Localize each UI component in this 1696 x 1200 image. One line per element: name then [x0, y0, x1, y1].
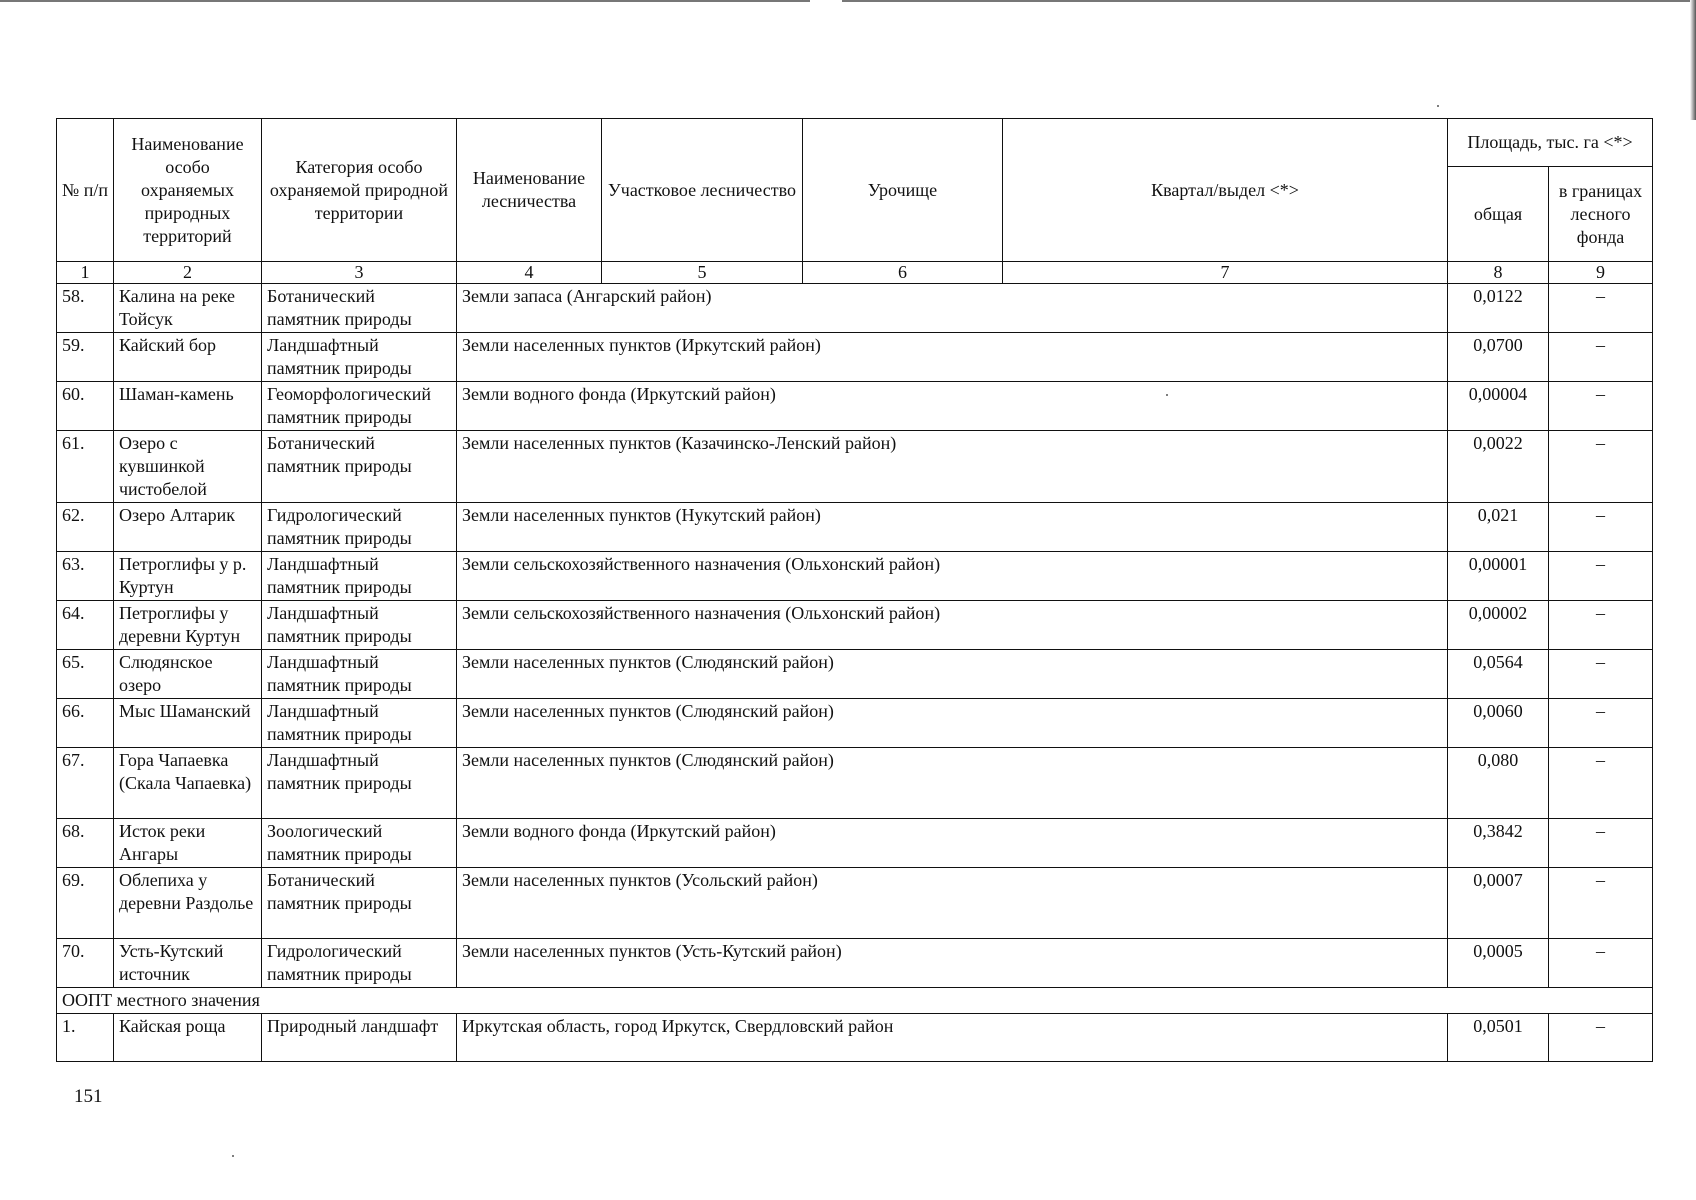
area-location: Земли сельскохозяйственного назначения (Ольхонский район)	[457, 552, 1448, 601]
area-location: Земли запаса (Ангарский район)	[457, 284, 1448, 333]
area-forest: –	[1549, 1014, 1653, 1062]
table-header	[57, 119, 1653, 284]
area-forest: –	[1549, 868, 1653, 939]
area-category: Ландшафтный памятник природы	[262, 748, 457, 819]
column-number: 9	[1549, 262, 1653, 284]
header-quarter: Квартал/выдел <*>	[1003, 119, 1448, 262]
table-row	[57, 333, 1653, 382]
area-category: Гидрологический памятник природы	[262, 939, 457, 988]
row-number: 62.	[57, 503, 114, 552]
area-location: Земли населенных пунктов (Усть-Кутский район)	[457, 939, 1448, 988]
area-category: Геоморфологический памятник природы	[262, 382, 457, 431]
row-number: 60.	[57, 382, 114, 431]
row-number: 1.	[57, 1014, 114, 1062]
area-total: 0,0007	[1448, 868, 1549, 939]
area-total: 0,021	[1448, 503, 1549, 552]
area-total: 0,0022	[1448, 431, 1549, 503]
row-number: 64.	[57, 601, 114, 650]
area-name: Калина на реке Тойсук	[114, 284, 262, 333]
area-location: Земли водного фонда (Иркутский район)	[457, 819, 1448, 868]
area-category: Ландшафтный памятник природы	[262, 333, 457, 382]
area-total: 0,00002	[1448, 601, 1549, 650]
section-row	[57, 988, 1653, 1014]
column-number: 5	[602, 262, 803, 284]
row-number: 58.	[57, 284, 114, 333]
protected-areas-table	[56, 118, 1653, 1062]
row-number: 61.	[57, 431, 114, 503]
table-row	[57, 431, 1653, 503]
area-category: Ландшафтный памятник природы	[262, 650, 457, 699]
area-location: Земли сельскохозяйственного назначения (Ольхонский район)	[457, 601, 1448, 650]
area-location: Земли населенных пунктов (Иркутский район)	[457, 333, 1448, 382]
page-number: 151	[74, 1086, 103, 1107]
table-row	[57, 699, 1653, 748]
section-title: ООПТ местного значения	[57, 988, 1653, 1014]
area-forest: –	[1549, 819, 1653, 868]
area-forest: –	[1549, 552, 1653, 601]
area-name: Мыс Шаманский	[114, 699, 262, 748]
header-area-forest: в границах лесного фонда	[1549, 167, 1653, 262]
area-location: Земли водного фонда (Иркутский район)	[457, 382, 1448, 431]
area-category: Ландшафтный памятник природы	[262, 601, 457, 650]
row-number: 59.	[57, 333, 114, 382]
scan-speck	[1166, 394, 1168, 396]
column-number: 7	[1003, 262, 1448, 284]
area-location: Иркутская область, город Иркутск, Свердловский район	[457, 1014, 1448, 1062]
scan-edge-right	[1690, 0, 1696, 120]
area-location: Земли населенных пунктов (Слюдянский район)	[457, 699, 1448, 748]
area-name: Облепиха у деревни Раздолье	[114, 868, 262, 939]
area-name: Петроглифы у деревни Куртун	[114, 601, 262, 650]
area-name: Озеро Алтарик	[114, 503, 262, 552]
column-number: 1	[57, 262, 114, 284]
area-forest: –	[1549, 650, 1653, 699]
area-category: Ландшафтный памятник природы	[262, 699, 457, 748]
area-forest: –	[1549, 601, 1653, 650]
area-total: 0,0060	[1448, 699, 1549, 748]
area-forest: –	[1549, 748, 1653, 819]
column-number: 3	[262, 262, 457, 284]
area-category: Ботанический памятник природы	[262, 431, 457, 503]
area-location: Земли населенных пунктов (Нукутский район)	[457, 503, 1448, 552]
table-row	[57, 939, 1653, 988]
table-row	[57, 601, 1653, 650]
header-name: Наименование особо охраняемых природных территорий	[114, 119, 262, 262]
table-row	[57, 503, 1653, 552]
row-number: 68.	[57, 819, 114, 868]
area-name: Усть-Кутский источник	[114, 939, 262, 988]
header-no: № п/п	[57, 119, 114, 262]
area-category: Ботанический памятник природы	[262, 284, 457, 333]
header-district-forestry: Участковое лесничество	[602, 119, 803, 262]
area-forest: –	[1549, 284, 1653, 333]
scan-speck	[1437, 105, 1439, 107]
area-name: Кайская роща	[114, 1014, 262, 1062]
area-location: Земли населенных пунктов (Слюдянский район)	[457, 748, 1448, 819]
area-total: 0,00001	[1448, 552, 1549, 601]
area-total: 0,0564	[1448, 650, 1549, 699]
header-category: Категория особо охраняемой природной территории	[262, 119, 457, 262]
table-row	[57, 382, 1653, 431]
area-total: 0,0700	[1448, 333, 1549, 382]
table-row	[57, 284, 1653, 333]
row-number: 70.	[57, 939, 114, 988]
area-total: 0,0501	[1448, 1014, 1549, 1062]
area-total: 0,00004	[1448, 382, 1549, 431]
row-number: 66.	[57, 699, 114, 748]
area-category: Гидрологический памятник природы	[262, 503, 457, 552]
area-category: Ботанический памятник природы	[262, 868, 457, 939]
area-category: Ландшафтный памятник природы	[262, 552, 457, 601]
header-tract: Урочище	[803, 119, 1003, 262]
table-row	[57, 1014, 1653, 1062]
area-name: Озеро с кувшинкой чистобелой	[114, 431, 262, 503]
table-row	[57, 748, 1653, 819]
table-body	[57, 284, 1653, 1062]
area-name: Гора Чапаевка (Скала Чапаевка)	[114, 748, 262, 819]
area-total: 0,0122	[1448, 284, 1549, 333]
area-name: Шаман-камень	[114, 382, 262, 431]
area-name: Слюдянское озеро	[114, 650, 262, 699]
area-location: Земли населенных пунктов (Казачинско-Ленский район)	[457, 431, 1448, 503]
scan-speck	[232, 1155, 234, 1157]
row-number: 65.	[57, 650, 114, 699]
area-total: 0,080	[1448, 748, 1549, 819]
area-total: 0,0005	[1448, 939, 1549, 988]
area-name: Петроглифы у р. Куртун	[114, 552, 262, 601]
row-number: 69.	[57, 868, 114, 939]
area-location: Земли населенных пунктов (Слюдянский район)	[457, 650, 1448, 699]
area-forest: –	[1549, 939, 1653, 988]
header-area: Площадь, тыс. га <*>	[1448, 119, 1653, 167]
column-number: 8	[1448, 262, 1549, 284]
area-forest: –	[1549, 382, 1653, 431]
row-number: 67.	[57, 748, 114, 819]
scan-edge-top-left	[0, 0, 810, 2]
column-number: 4	[457, 262, 602, 284]
table-row	[57, 868, 1653, 939]
area-total: 0,3842	[1448, 819, 1549, 868]
column-number: 6	[803, 262, 1003, 284]
area-location: Земли населенных пунктов (Усольский район)	[457, 868, 1448, 939]
area-forest: –	[1549, 699, 1653, 748]
area-name: Исток реки Ангары	[114, 819, 262, 868]
table-row	[57, 552, 1653, 601]
header-area-total: общая	[1448, 167, 1549, 262]
row-number: 63.	[57, 552, 114, 601]
area-category: Природный ландшафт	[262, 1014, 457, 1062]
column-number: 2	[114, 262, 262, 284]
area-name: Кайский бор	[114, 333, 262, 382]
area-forest: –	[1549, 503, 1653, 552]
area-forest: –	[1549, 333, 1653, 382]
area-forest: –	[1549, 431, 1653, 503]
table-row	[57, 819, 1653, 868]
column-number-row	[57, 262, 1653, 284]
scan-edge-top-right	[842, 0, 1696, 2]
table-row	[57, 650, 1653, 699]
area-category: Зоологический памятник природы	[262, 819, 457, 868]
header-forestry: Наименование лесничества	[457, 119, 602, 262]
